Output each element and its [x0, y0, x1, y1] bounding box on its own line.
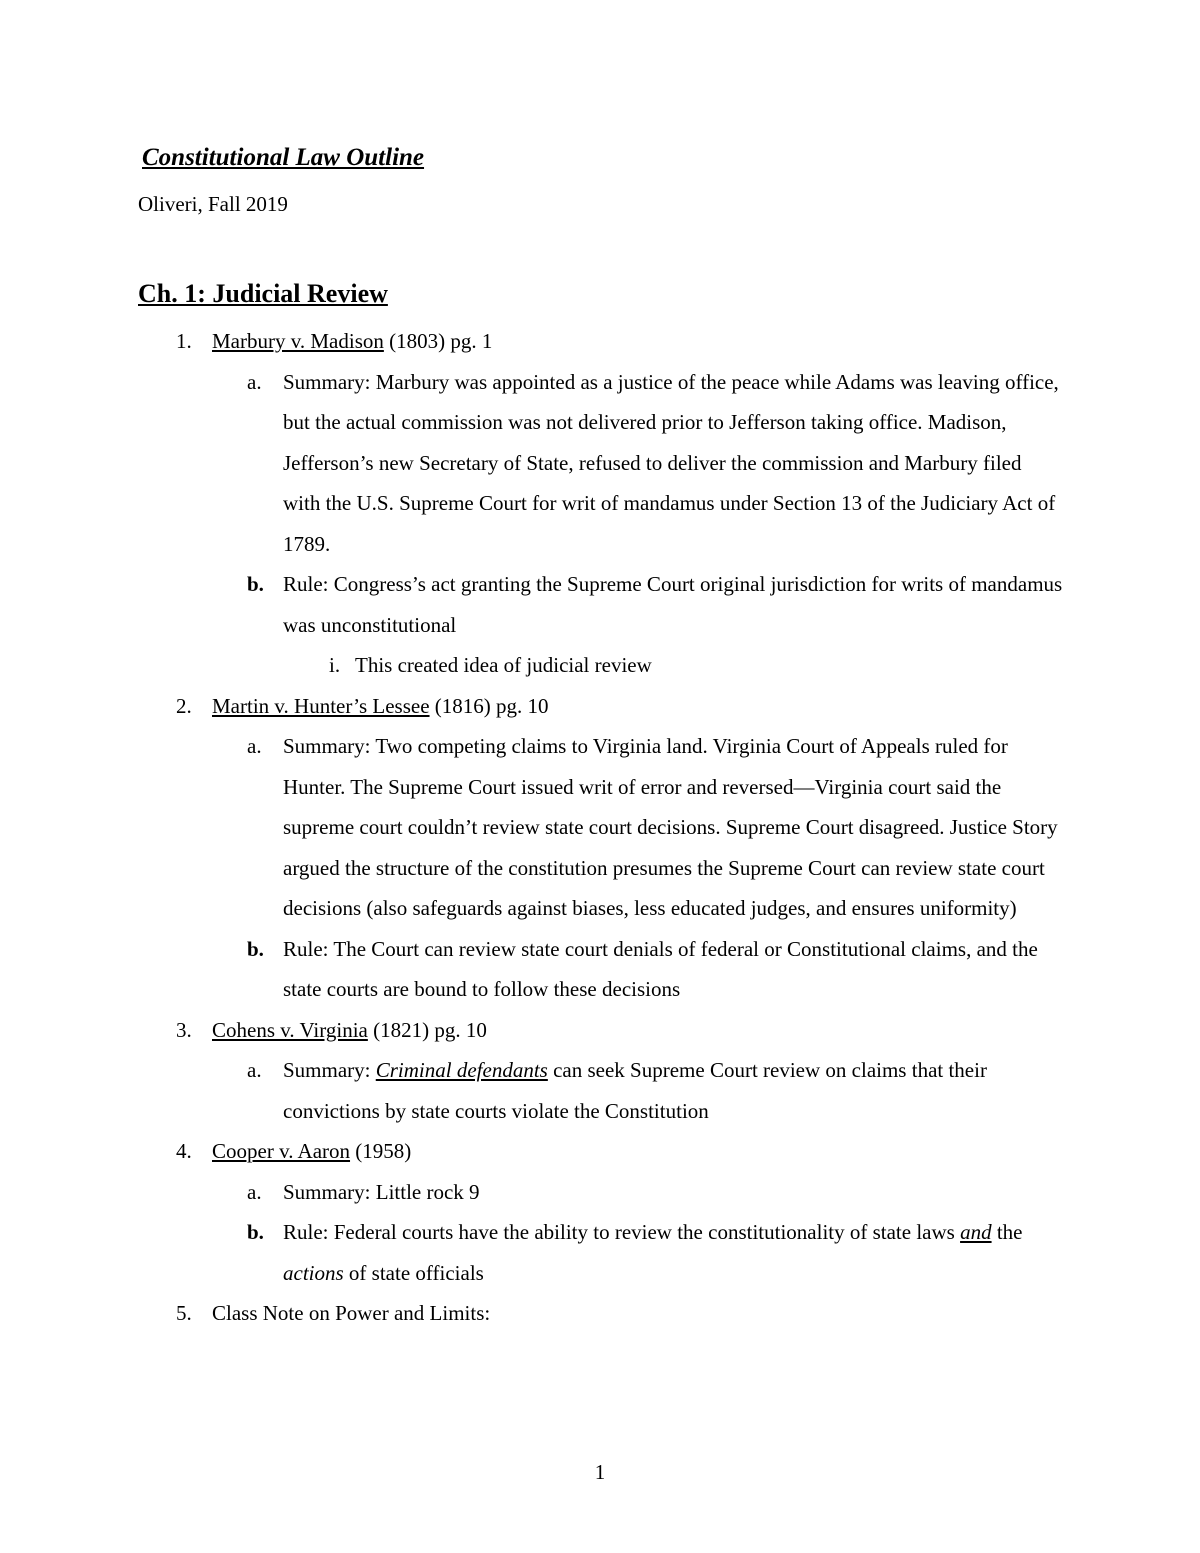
- rule-marker: b.: [247, 936, 264, 961]
- summary-text: Summary: Little rock 9: [283, 1179, 480, 1204]
- case-outline: [0, 321, 1200, 1334]
- case-number: 4.: [176, 1139, 192, 1163]
- case-item: [0, 1131, 1200, 1172]
- case-name: Cohens v. Virginia: [212, 1017, 368, 1042]
- summary-marker: a.: [247, 1179, 262, 1204]
- rule-emphasis-actions: actions: [283, 1260, 344, 1285]
- case-number: 3.: [176, 1017, 192, 1042]
- rule-text: Rule: The Court can review state court denials of federal or Constitutional claims, and the state courts are bound to follow these decisions: [283, 936, 1038, 1001]
- case-summary: [0, 362, 1200, 565]
- case-rule: [0, 1212, 1200, 1293]
- rule-lead: Rule: Federal courts have the ability to review the constitutionality of state laws: [283, 1220, 961, 1244]
- case-item: [0, 1010, 1200, 1051]
- case-rule: [0, 929, 1200, 1010]
- rule-text: Rule: Congress’s act granting the Supreme Court original jurisdiction for writs of mandamus was unconstitutional: [283, 572, 1063, 637]
- case-name: Cooper v. Aaron: [212, 1139, 351, 1163]
- case-heading: [212, 321, 1082, 362]
- summary-text: Summary: Two competing claims to Virginia land. Virginia Court of Appeals ruled for Hunter. The Supreme Court issued writ of error and reversed—Virginia court said the supreme court couldn’t review state court decisions. Supreme Court disagreed. Justice Story argued the structure of the constitution presumes the Supreme Court can review state court decisions (also safeguards against biases, less educated judges, and ensures uniformity): [283, 734, 1058, 920]
- case-number: 5.: [176, 1301, 192, 1325]
- rule-text: [283, 1212, 1063, 1293]
- case-citation: (1958): [350, 1139, 412, 1163]
- document-title-text: Constitutional Law Outline: [142, 144, 425, 171]
- case-item: [0, 686, 1200, 727]
- case-item: [0, 1293, 1200, 1334]
- subpoint-text: This created idea of judicial review: [355, 653, 652, 677]
- page-number: 1: [594, 1460, 606, 1484]
- summary-marker: a.: [247, 734, 262, 758]
- case-rule: [0, 564, 1200, 645]
- class-note-heading: Class Note on Power and Limits:: [212, 1301, 491, 1325]
- case-summary: [0, 1050, 1200, 1131]
- document-title: [142, 142, 424, 174]
- summary-marker: a.: [247, 1058, 262, 1082]
- subpoint-marker: i.: [329, 653, 341, 677]
- case-summary: [0, 1172, 1200, 1213]
- rule-mid: the: [991, 1220, 1023, 1244]
- document-subtitle: Oliveri, Fall 2019: [138, 192, 288, 216]
- case-heading: [212, 1010, 1082, 1051]
- rule-rest: of state officials: [343, 1260, 484, 1285]
- case-citation: (1803) pg. 1: [383, 329, 493, 353]
- case-name: Marbury v. Madison: [212, 329, 384, 353]
- summary-rest: can seek Supreme Court review on claims that their convictions by state courts violate the Constitution: [283, 1058, 987, 1123]
- summary-marker: a.: [247, 369, 262, 394]
- rule-emphasis-and: and: [960, 1220, 992, 1244]
- case-citation: (1821) pg. 10: [367, 1017, 487, 1042]
- rule-marker: b.: [247, 572, 264, 596]
- summary-text: [283, 1050, 1063, 1131]
- case-item: [0, 321, 1200, 362]
- case-subpoint: [0, 645, 1200, 686]
- case-citation: (1816) pg. 10: [429, 693, 549, 718]
- summary-text: Summary: Marbury was appointed as a justice of the peace while Adams was leaving office, but the actual commission was not delivered prior to Jefferson taking office. Madison, Jefferson’s new Secretary of State, refused to deliver the commission and Marbury filed with the U.S. Supreme Court for writ of mandamus under Section 13 of the Judiciary Act of 1789.: [283, 369, 1059, 556]
- chapter-heading: Ch. 1: Judicial Review: [138, 279, 388, 308]
- case-summary: [0, 726, 1200, 929]
- summary-emphasis: Criminal defendants: [375, 1058, 548, 1082]
- case-number: 2.: [176, 693, 192, 718]
- rule-marker: b.: [247, 1220, 264, 1244]
- case-heading: [212, 1131, 1082, 1172]
- summary-lead: Summary:: [283, 1058, 376, 1082]
- case-name: Martin v. Hunter’s Lessee: [212, 693, 430, 718]
- case-number: 1.: [176, 329, 192, 353]
- case-heading: [212, 686, 1082, 727]
